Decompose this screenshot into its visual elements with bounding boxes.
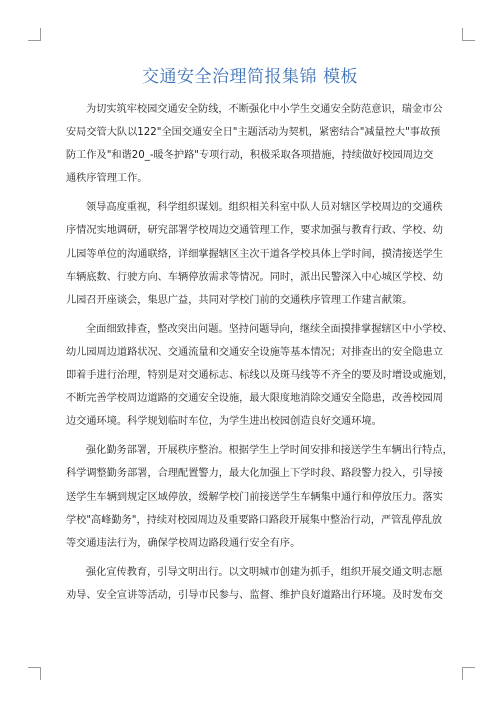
corner-mark-top-right bbox=[462, 28, 475, 41]
paragraph-leadership bbox=[66, 196, 443, 311]
text-line: 送学生车辆到规定区域停放，缓解学校门前接送学生车辆集中通行和停放压力。落实 bbox=[66, 491, 443, 503]
corner-mark-top-left bbox=[28, 28, 41, 41]
text-line: 通秩序管理工作。 bbox=[66, 173, 148, 185]
text-line: 不断完善学校周边道路的交通安全设施，最大限度地消除交通安全隐患，改善校园周 bbox=[66, 393, 443, 405]
text-line: 劝导、安全宣讲等活动，引导市民参与、监督、维护良好道路出行环境。及时发布交 bbox=[66, 589, 443, 601]
document-title: 交通安全治理简报集锦 模板 bbox=[142, 67, 358, 87]
text-line: 全面细致排查，整改突出问题。坚持问题导向，继续全面摸排掌握辖区中小学校、 bbox=[86, 323, 453, 335]
text-line: 强化勤务部署，开展秩序整治。根据学生上学时间安排和接送学生车辆出行特点， bbox=[86, 445, 453, 457]
text-line: 等交通违法行为，确保学校周边路段通行安全有序。 bbox=[66, 537, 301, 549]
corner-mark-bottom-right bbox=[462, 667, 475, 680]
text-line: 强化宣传教育，引导文明出行。以文明城市创建为抓手，组织开展交通文明志愿 bbox=[86, 566, 443, 578]
document-body bbox=[66, 98, 454, 613]
text-line: 边交通环境。科学规划临时车位，为学生进出校园创造良好交通环境。 bbox=[66, 416, 382, 428]
text-line: 序情况实地调研，研究部署学校周边交通管理工作，要求加强与教育行政、学校、幼 bbox=[66, 225, 443, 237]
text-line: 安局交管大队以122"全国交通安全日"主题活动为契机，紧密结合"减量控大"事故预 bbox=[66, 127, 441, 139]
text-line: 儿园召开座谈会，集思广益，共同对学校门前的交通秩序管理工作建言献策。 bbox=[66, 294, 413, 306]
text-line: 即着手进行治理，特别是对交通标志、标线以及斑马线等不齐全的要及时增设或施划， bbox=[66, 370, 454, 382]
paragraph-intro bbox=[66, 98, 443, 190]
text-line: 车辆底数、行驶方向、车辆停放需求等情况。同时，派出民警深入中心城区学校、幼 bbox=[66, 271, 443, 283]
text-line: 领导高度重视，科学组织谋划。组织相关科室中队人员对辖区学校周边的交通秩 bbox=[86, 202, 443, 214]
text-line: 为切实筑牢校园交通安全防线，不断强化中小学生交通安全防范意识，瑞金市公 bbox=[86, 104, 443, 115]
text-line: 学校"高峰勤务"，持续对校园周边及重要路口路段开展集中整治行动，严管乱停乱放 bbox=[66, 514, 443, 526]
corner-mark-bottom-left bbox=[28, 667, 41, 680]
paragraph-publicity bbox=[66, 561, 443, 607]
text-line: 儿园等单位的沟通联络，详细掌握辖区主次干道各学校具体上学时间，摸清接送学生 bbox=[66, 248, 443, 260]
text-line: 科学调整勤务部署，合理配置警力，最大化加强上下学时段、路段警力投入，引导接 bbox=[66, 468, 443, 480]
paragraph-inspection bbox=[66, 318, 454, 433]
paragraph-duty-deployment bbox=[66, 439, 453, 554]
text-line: 幼儿园周边道路状况、交通流量和交通安全设施等基本情况；对排查出的安全隐患立 bbox=[66, 346, 443, 358]
text-line: 防工作及"和谐20_-暖冬护路"专项行动，积极采取各项措施，持续做好校园周边交 bbox=[66, 150, 434, 162]
